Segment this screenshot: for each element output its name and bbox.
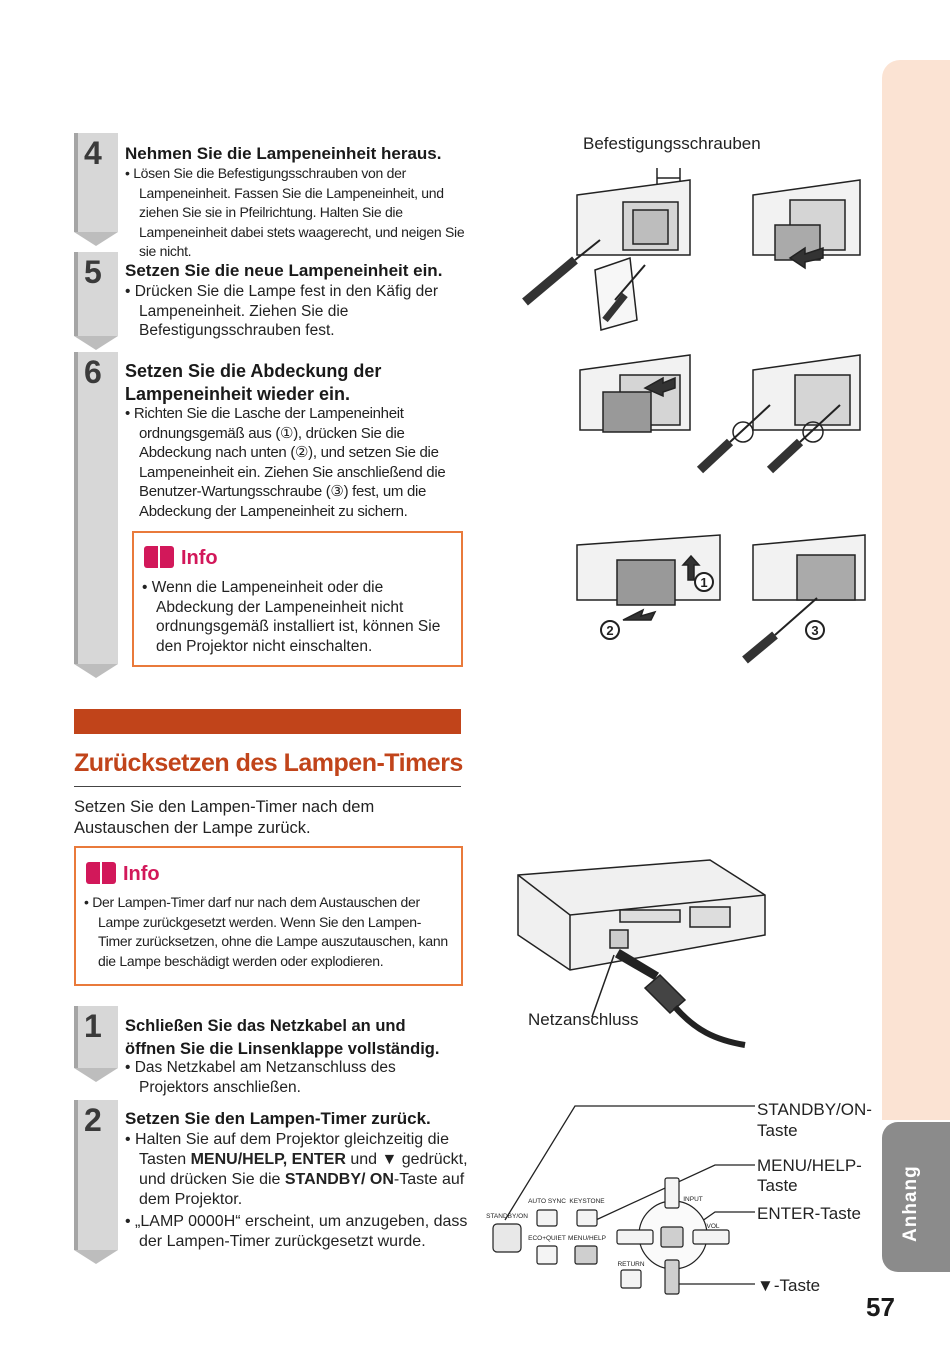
label-menu-line1: MENU/HELP- bbox=[757, 1156, 862, 1175]
menu-help-button[interactable] bbox=[575, 1246, 597, 1264]
label-befestigungsschrauben: Befestigungsschrauben bbox=[583, 134, 761, 153]
chapter-tab-anhang[interactable] bbox=[882, 1122, 950, 1272]
panel-label-return: RETURN bbox=[617, 1261, 645, 1268]
step-5-text: • Drücken Sie die Lampe fest in den Käfig der Lampeneinheit. Ziehen Sie die Befestigungsschrauben fest. bbox=[125, 283, 439, 339]
panel-label-autosync: AUTO SYNC bbox=[528, 1198, 566, 1205]
chapter-tab-background bbox=[882, 60, 950, 1120]
label-netzanschluss: Netzanschluss bbox=[528, 1010, 639, 1029]
enter-button[interactable] bbox=[661, 1227, 683, 1247]
right-button[interactable] bbox=[693, 1230, 729, 1244]
section-title: Zurücksetzen des Lampen-Timers bbox=[74, 749, 463, 777]
section-divider bbox=[74, 786, 461, 787]
step-2-bullet-1: • Halten Sie auf dem Projektor gleichzeitig die Tasten MENU/HELP, ENTER und ▼ gedrückt, und drücken Sie die STANDBY/ ON-Taste auf dem Projektor. bbox=[125, 1131, 468, 1208]
return-button[interactable] bbox=[621, 1270, 641, 1288]
callout-3: 3 bbox=[811, 623, 819, 638]
lamp-replacement-figure bbox=[505, 130, 875, 680]
step-1-text: • Das Netzkabel am Netzanschluss des Projektors anschließen. bbox=[125, 1059, 396, 1096]
chapter-tab-label: Anhang bbox=[900, 1165, 921, 1242]
step-6-text: • Richten Sie die Lasche der Lampeneinheit ordnungsgemäß aus (①), drücken Sie die Abdeckung nach unten (②), und setzen Sie die Lampeneinheit ein. Ziehen Sie anschließend die Benutzer-Wartungsschraube (③) fest, um die Abdeckung der Lampeneinheit zu sichern. bbox=[125, 405, 446, 520]
panel-label-vol: VOL bbox=[706, 1223, 720, 1230]
panel-label-keystone: KEYSTONE bbox=[569, 1198, 605, 1205]
panel-label-input: INPUT bbox=[683, 1196, 703, 1203]
callout-1: 1 bbox=[700, 575, 708, 590]
left-button[interactable] bbox=[617, 1230, 653, 1244]
label-standby-line1: STANDBY/ON- bbox=[757, 1100, 872, 1119]
info-box-1 bbox=[132, 531, 463, 667]
callout-2: 2 bbox=[606, 623, 614, 638]
up-button[interactable] bbox=[665, 1178, 679, 1208]
step-6-title-line1: Setzen Sie die Abdeckung der bbox=[125, 361, 382, 381]
eco-quiet-button[interactable] bbox=[537, 1246, 557, 1264]
label-down-taste: ▼-Taste bbox=[757, 1276, 821, 1295]
book-icon bbox=[86, 862, 116, 884]
page-number: 57 bbox=[866, 1292, 895, 1322]
panel-label-ecoquiet: ECO+QUIET bbox=[528, 1235, 566, 1242]
book-icon bbox=[144, 546, 174, 568]
info-box-2 bbox=[74, 846, 463, 986]
section-bar bbox=[74, 709, 461, 734]
standby-on-button[interactable] bbox=[493, 1224, 521, 1252]
info-1-title: Info bbox=[181, 547, 218, 569]
step-5-title: Setzen Sie die neue Lampeneinheit ein. bbox=[125, 261, 443, 280]
step-6-title-line2: Lampeneinheit wieder ein. bbox=[125, 384, 351, 404]
section-intro: Setzen Sie den Lampen-Timer nach dem Austauschen der Lampe zurück. bbox=[74, 798, 375, 837]
down-button[interactable] bbox=[665, 1260, 679, 1294]
keystone-button[interactable] bbox=[577, 1210, 597, 1226]
step-2-title: Setzen Sie den Lampen-Timer zurück. bbox=[125, 1109, 431, 1128]
auto-sync-button[interactable] bbox=[537, 1210, 557, 1226]
label-standby-line2: Taste bbox=[757, 1121, 798, 1140]
label-menu-line2: Taste bbox=[757, 1176, 798, 1195]
control-panel-figure bbox=[485, 1100, 760, 1300]
panel-label-menuhelp: MENU/HELP bbox=[568, 1235, 606, 1242]
step-1-title-line1: Schließen Sie das Netzkabel an und bbox=[125, 1017, 406, 1035]
label-enter-taste: ENTER-Taste bbox=[757, 1204, 861, 1223]
panel-label-standby: STANDBY/ON bbox=[486, 1213, 528, 1220]
info-2-title: Info bbox=[123, 863, 160, 885]
step-2-bullet-2: • „LAMP 0000H“ erscheint, um anzugeben, dass der Lampen-Timer zurückgesetzt wurde. bbox=[125, 1213, 468, 1250]
info-2-text: • Der Lampen-Timer darf nur nach dem Austauschen der Lampe zurückgesetzt werden. Wenn Sie den Lampen-Timer zurücksetzen, ohne die Lampe auszutauschen, kann die Lampe beschädigt werden oder explodieren. bbox=[84, 894, 448, 969]
step-4-text: • Lösen Sie die Befestigungsschrauben von der Lampeneinheit. Fassen Sie die Lampeneinheit, und ziehen Sie sie in Pfeilrichtung. Halten Sie die Lampeneinheit dabei stets waagerecht, und neigen Sie sie nicht. bbox=[125, 165, 465, 259]
info-1-text: • Wenn die Lampeneinheit oder die Abdeckung der Lampeneinheit nicht ordnungsgemäß installiert ist, können Sie den Projektor nicht einschalten. bbox=[142, 579, 441, 655]
step-4-title: Nehmen Sie die Lampeneinheit heraus. bbox=[125, 144, 442, 163]
step-1-title-line2: öffnen Sie die Linsenklappe vollständig. bbox=[125, 1040, 440, 1058]
